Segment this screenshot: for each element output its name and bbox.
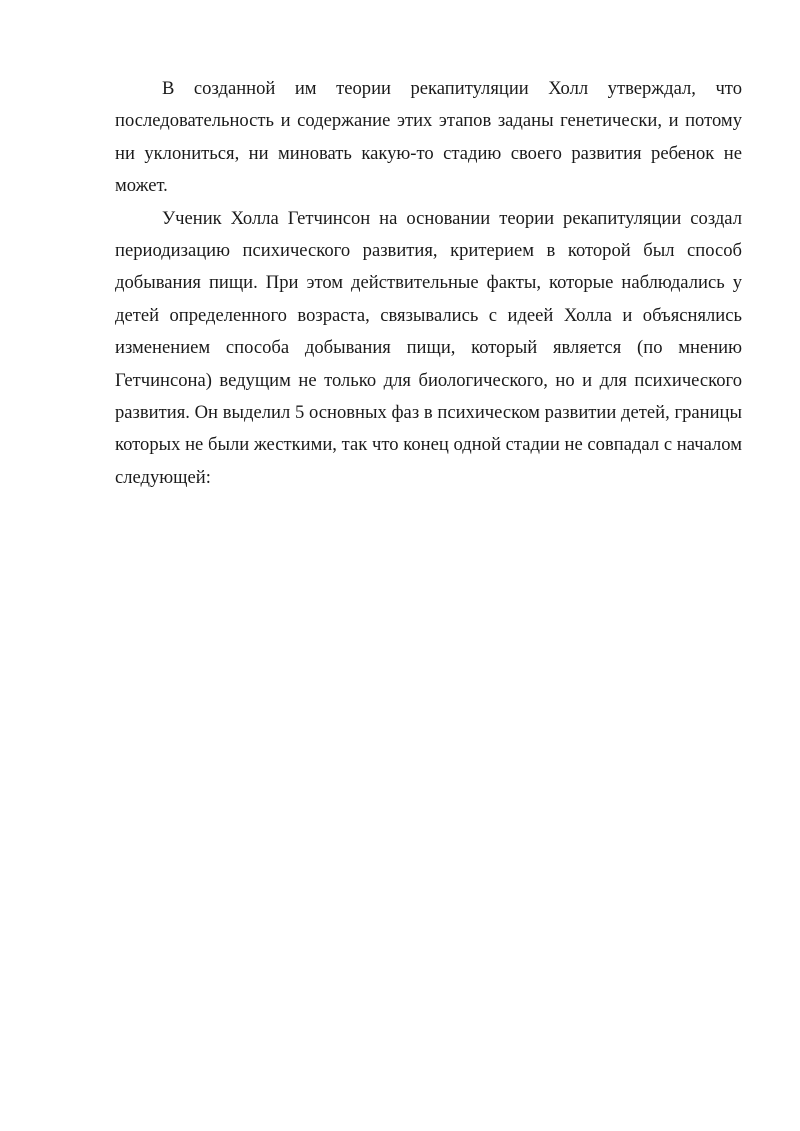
paragraph-hutchinson-periodization: Ученик Холла Гетчинсон на основании теории рекапитуляции создал периодизацию психического развития, критерием в которой был способ добывания пищи. При этом действительные факты, которые наблюдались у детей определенного возраста, связывались с идеей Холла и объяснялись изменением способа добывания пищи, который является (по мнению Гетчинсона) ведущим не только для биологического, но и для психического развития. Он выделил 5 основных фаз в психическом развитии детей, границы которых не были жесткими, так что конец одной стадии не совпадал с началом следующей: — [115, 207, 742, 488]
paragraph-recapitulation-theory: В созданной им теории рекапитуляции Холл утверждал, что последовательность и содержание этих этапов заданы генетически, и потому ни уклониться, ни миновать какую-то стадию своего развития ребенок не может. — [115, 78, 742, 197]
body-text — [115, 73, 742, 494]
